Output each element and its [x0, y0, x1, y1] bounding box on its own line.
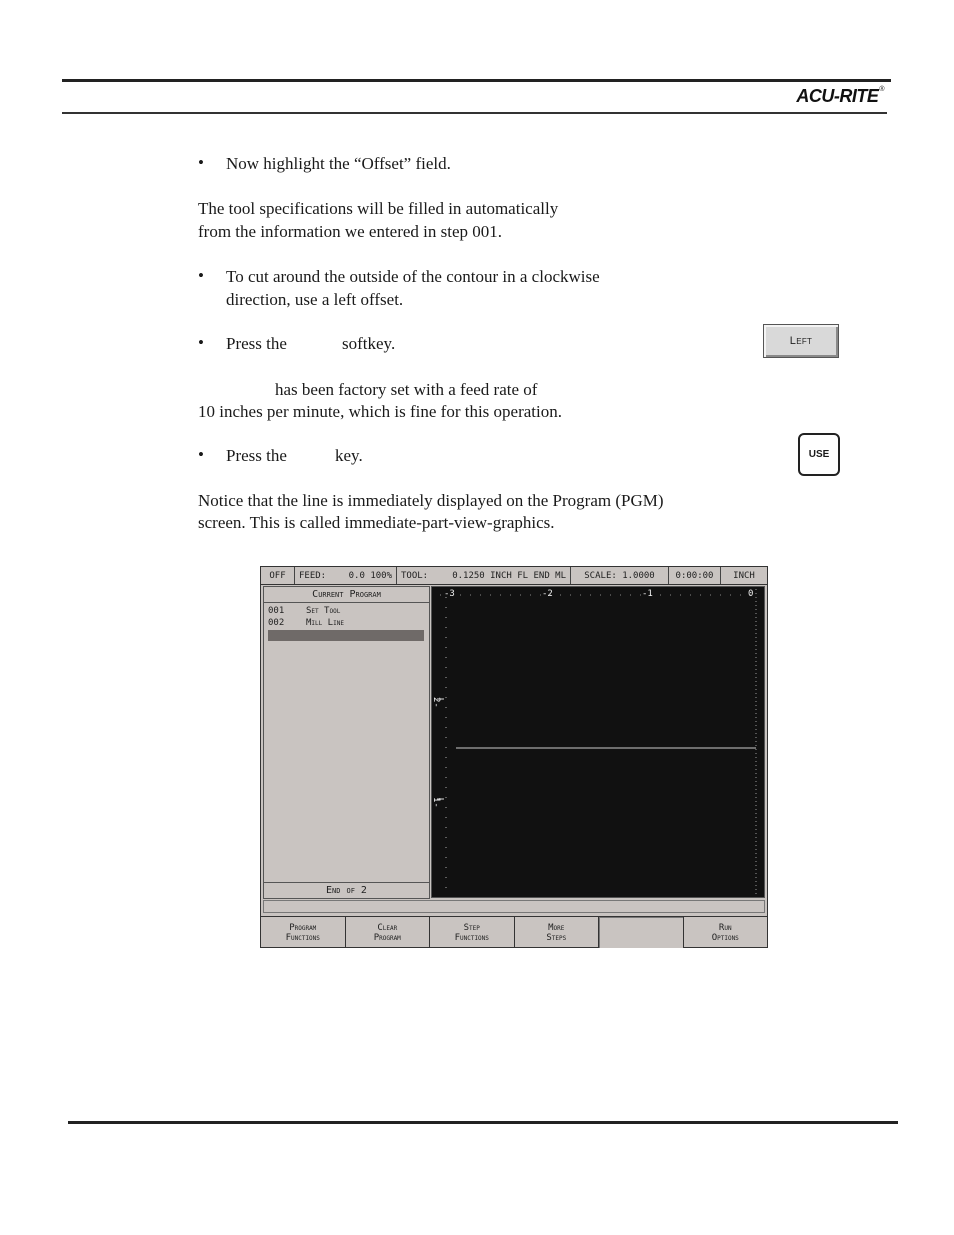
- program-title: Current Program: [264, 587, 429, 603]
- paragraph-line: Notice that the line is immediately displayed on the Program (PGM): [198, 491, 664, 510]
- header-subrule: [62, 112, 887, 114]
- softkey-label: Steps: [546, 932, 567, 943]
- timer-display: 0:00:00: [669, 567, 721, 584]
- paragraph-line: The tool specifications will be filled in automatically: [198, 199, 559, 218]
- feed-label: FEED:: [299, 570, 327, 581]
- softkey-bar: [261, 916, 767, 948]
- step-name: Set Tool: [306, 606, 341, 616]
- use-key-icon: USE: [798, 433, 840, 476]
- x-tick-label: -1: [642, 589, 653, 599]
- feed-value: 0.0 100%: [348, 570, 392, 581]
- y-tick-label: 2-: [432, 697, 441, 708]
- graph-canvas: [432, 587, 764, 897]
- dro-screen: [260, 566, 768, 948]
- bullet-marker: •: [198, 445, 204, 464]
- instruction-press-key-suffix: key.: [335, 446, 363, 465]
- softkey-label: Options: [711, 932, 739, 943]
- instruction-press-softkey-suffix: softkey.: [342, 334, 396, 353]
- softkey-blank[interactable]: [599, 917, 684, 948]
- softkey-label: Functions: [454, 932, 489, 943]
- softkey-label: Program: [373, 932, 401, 943]
- softkey-label: More: [548, 922, 565, 933]
- paragraph-line: 10 inches per minute, which is fine for this operation.: [198, 402, 562, 421]
- bullet-marker: •: [198, 153, 204, 172]
- softkey-run-options[interactable]: [684, 917, 768, 948]
- paragraph-line: has been factory set with a feed rate of: [275, 380, 538, 399]
- instruction-press-softkey: Press the: [226, 334, 287, 353]
- step-number: 001: [268, 606, 285, 616]
- bullet-marker: •: [198, 266, 204, 285]
- step-number: 002: [268, 618, 285, 628]
- program-step-row[interactable]: [264, 605, 429, 617]
- left-softkey-icon: Left: [763, 324, 839, 358]
- tool-value: 0.1250 INCH FL END ML: [452, 570, 566, 581]
- softkey-label: Functions: [285, 932, 320, 943]
- paragraph-line: from the information we entered in step 001.: [198, 222, 503, 241]
- softkey-label: Run: [718, 922, 732, 933]
- bullet-marker: •: [198, 333, 204, 352]
- softkey-step-functions[interactable]: [430, 917, 515, 948]
- status-bar: [261, 567, 767, 585]
- feed-display: [295, 567, 397, 584]
- instruction-press-key: Press the: [226, 446, 287, 465]
- x-tick-label: 0: [748, 589, 754, 599]
- softkey-label: Clear: [377, 922, 398, 933]
- acu-rite-logo: ACU-RITE®: [796, 86, 884, 106]
- instruction-left-offset: To cut around the outside of the contour in a clockwise: [226, 267, 600, 286]
- header-rule: [62, 79, 891, 82]
- softkey-label: Step: [463, 922, 480, 933]
- softkey-program-functions[interactable]: [261, 917, 346, 948]
- program-step-row[interactable]: [264, 617, 429, 629]
- paragraph-line: screen. This is called immediate-part-view-graphics.: [198, 513, 555, 532]
- program-end-label: End of 2: [264, 882, 429, 898]
- x-tick-label: -2: [542, 589, 553, 599]
- x-tick-label: -3: [444, 589, 455, 599]
- instruction-highlight-offset: Now highlight the “Offset” field.: [226, 154, 451, 173]
- graphics-view: [431, 586, 765, 898]
- highlighted-step-row[interactable]: [268, 630, 424, 641]
- y-tick-label: 1-: [432, 797, 441, 808]
- footer-rule: [68, 1121, 898, 1124]
- tool-label: TOOL:: [401, 570, 429, 581]
- mode-indicator: OFF: [261, 567, 295, 584]
- softkey-more-steps[interactable]: [515, 917, 600, 948]
- message-line: [263, 900, 765, 913]
- units-display: INCH: [733, 570, 755, 581]
- softkey-label: Program: [289, 922, 317, 933]
- instruction-left-offset-cont: direction, use a left offset.: [226, 290, 404, 309]
- scale-display: SCALE: 1.0000: [571, 567, 669, 584]
- tool-display: [397, 567, 571, 584]
- step-name: Mill Line: [306, 618, 344, 628]
- softkey-clear-program[interactable]: [346, 917, 431, 948]
- program-panel: [263, 586, 430, 899]
